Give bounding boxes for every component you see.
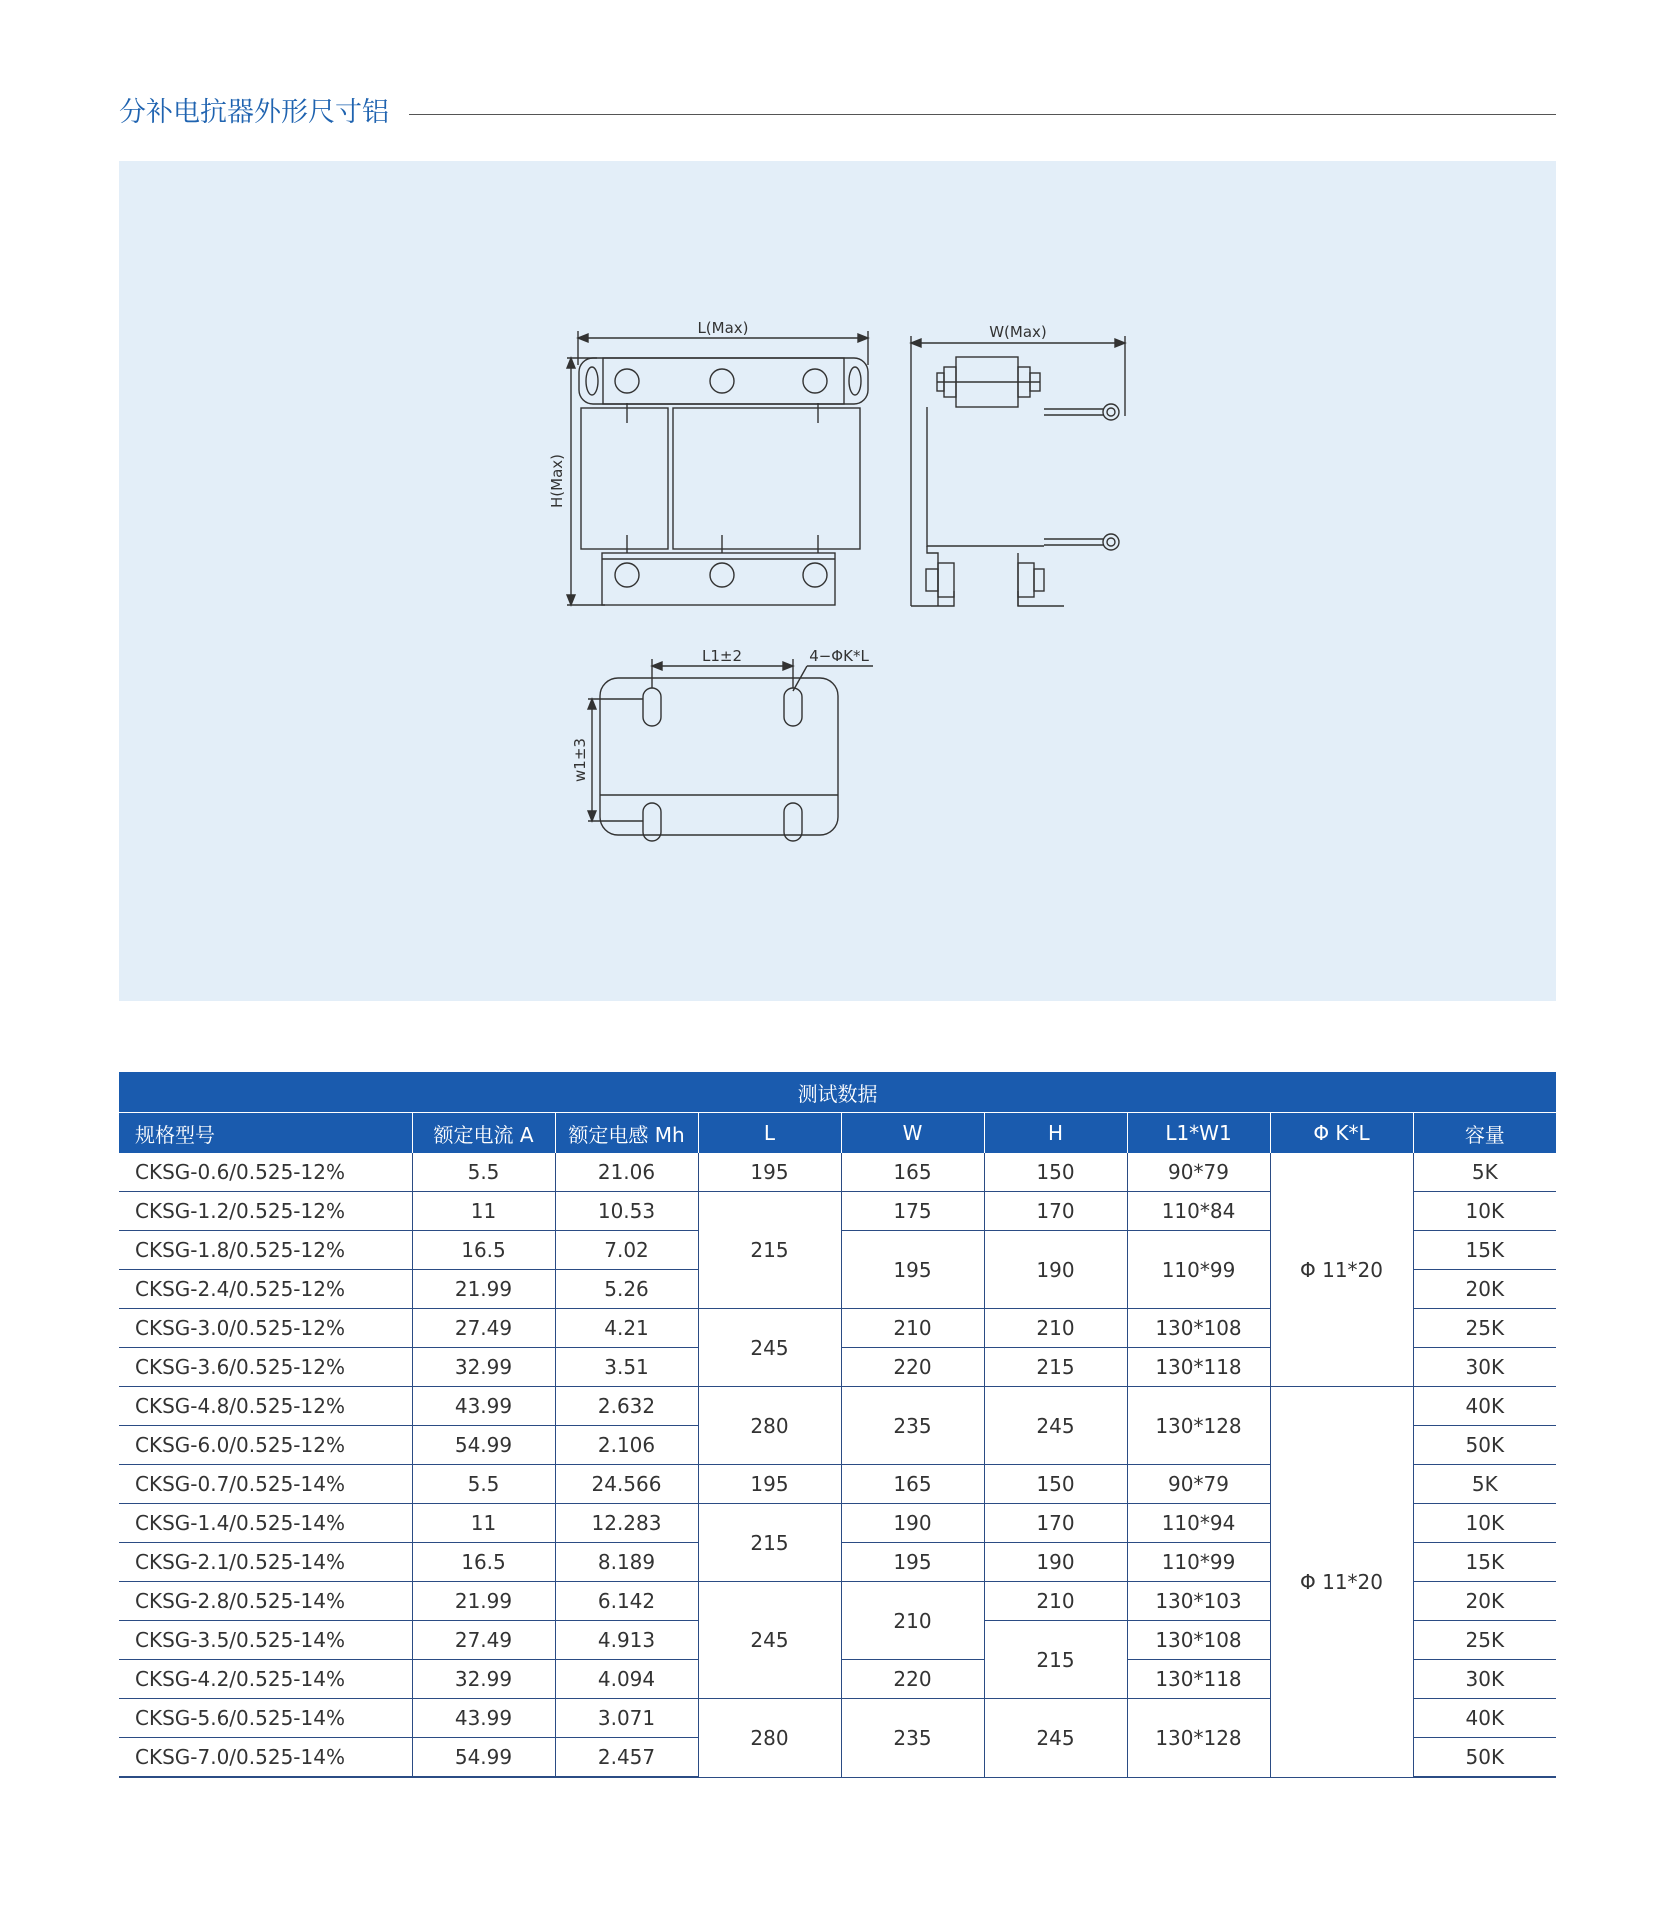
- cell-current: 16.5: [412, 1543, 555, 1582]
- cell-l1w1: 130*108: [1127, 1309, 1270, 1348]
- cell-w: 220: [841, 1660, 984, 1699]
- cell-capacity: 30K: [1413, 1660, 1556, 1699]
- cell-capacity: 10K: [1413, 1504, 1556, 1543]
- cell-h: 150: [984, 1153, 1127, 1192]
- cell-l1w1: 130*128: [1127, 1387, 1270, 1465]
- cell-model: CKSG-2.1/0.525-14%: [119, 1543, 412, 1582]
- cell-model: CKSG-7.0/0.525-14%: [119, 1738, 412, 1778]
- cell-model: CKSG-6.0/0.525-12%: [119, 1426, 412, 1465]
- cell-h: 170: [984, 1504, 1127, 1543]
- table-row: [119, 1153, 1556, 1192]
- cell-model: CKSG-1.4/0.525-14%: [119, 1504, 412, 1543]
- cell-l: 215: [698, 1504, 841, 1582]
- cell-inductance: 3.51: [555, 1348, 698, 1387]
- cell-h: 215: [984, 1621, 1127, 1699]
- cell-hole: Φ 11*20: [1270, 1387, 1413, 1778]
- cell-capacity: 5K: [1413, 1153, 1556, 1192]
- w1-label: w1±3: [571, 738, 589, 782]
- cell-inductance: 6.142: [555, 1582, 698, 1621]
- col-header-l1w1: L1*W1: [1127, 1113, 1270, 1154]
- cell-l1w1: 110*94: [1127, 1504, 1270, 1543]
- cell-l1w1: 90*79: [1127, 1465, 1270, 1504]
- cell-l1w1: 90*79: [1127, 1153, 1270, 1192]
- cell-capacity: 40K: [1413, 1699, 1556, 1738]
- cell-current: 11: [412, 1192, 555, 1231]
- w-max-label: W(Max): [989, 323, 1047, 341]
- cell-inductance: 4.094: [555, 1660, 698, 1699]
- col-header-l: L: [698, 1113, 841, 1154]
- cell-capacity: 20K: [1413, 1270, 1556, 1309]
- cell-l1w1: 130*118: [1127, 1348, 1270, 1387]
- cell-current: 43.99: [412, 1387, 555, 1426]
- table-caption-row: [119, 1072, 1556, 1113]
- cell-w: 235: [841, 1699, 984, 1778]
- cell-l: 245: [698, 1309, 841, 1387]
- table-header-row: [119, 1113, 1556, 1154]
- cell-capacity: 50K: [1413, 1426, 1556, 1465]
- cell-capacity: 10K: [1413, 1192, 1556, 1231]
- col-header-inductance: 额定电感 Mh: [555, 1113, 698, 1154]
- cell-capacity: 25K: [1413, 1309, 1556, 1348]
- cell-current: 54.99: [412, 1426, 555, 1465]
- cell-capacity: 30K: [1413, 1348, 1556, 1387]
- cell-w: 165: [841, 1465, 984, 1504]
- dimension-drawing: [119, 161, 1556, 1001]
- section-header: [119, 92, 1556, 134]
- cell-l: 245: [698, 1582, 841, 1699]
- cell-model: CKSG-1.2/0.525-12%: [119, 1192, 412, 1231]
- cell-current: 5.5: [412, 1153, 555, 1192]
- cell-inductance: 5.26: [555, 1270, 698, 1309]
- cell-capacity: 20K: [1413, 1582, 1556, 1621]
- cell-h: 210: [984, 1582, 1127, 1621]
- cell-w: 195: [841, 1231, 984, 1309]
- cell-capacity: 15K: [1413, 1231, 1556, 1270]
- cell-model: CKSG-5.6/0.525-14%: [119, 1699, 412, 1738]
- cell-current: 32.99: [412, 1348, 555, 1387]
- cell-capacity: 40K: [1413, 1387, 1556, 1426]
- cell-model: CKSG-1.8/0.525-12%: [119, 1231, 412, 1270]
- cell-current: 43.99: [412, 1699, 555, 1738]
- cell-w: 190: [841, 1504, 984, 1543]
- cell-h: 210: [984, 1309, 1127, 1348]
- cell-l1w1: 130*128: [1127, 1699, 1270, 1778]
- cell-w: 210: [841, 1309, 984, 1348]
- cell-l1w1: 110*84: [1127, 1192, 1270, 1231]
- cell-w: 165: [841, 1153, 984, 1192]
- cell-capacity: 5K: [1413, 1465, 1556, 1504]
- cell-inductance: 2.632: [555, 1387, 698, 1426]
- cell-h: 190: [984, 1231, 1127, 1309]
- cell-l1w1: 130*103: [1127, 1582, 1270, 1621]
- cell-l: 195: [698, 1153, 841, 1192]
- cell-inductance: 10.53: [555, 1192, 698, 1231]
- col-header-hole: Φ K*L: [1270, 1113, 1413, 1154]
- col-header-current: 额定电流 A: [412, 1113, 555, 1154]
- cell-model: CKSG-2.8/0.525-14%: [119, 1582, 412, 1621]
- cell-h: 170: [984, 1192, 1127, 1231]
- cell-l: 280: [698, 1387, 841, 1465]
- cell-current: 27.49: [412, 1621, 555, 1660]
- cell-inductance: 8.189: [555, 1543, 698, 1582]
- cell-h: 245: [984, 1699, 1127, 1778]
- cell-current: 54.99: [412, 1738, 555, 1778]
- spec-table-container: [119, 1072, 1556, 1778]
- cell-capacity: 25K: [1413, 1621, 1556, 1660]
- cell-model: CKSG-4.8/0.525-12%: [119, 1387, 412, 1426]
- cell-l1w1: 130*108: [1127, 1621, 1270, 1660]
- cell-w: 235: [841, 1387, 984, 1465]
- cell-inductance: 2.106: [555, 1426, 698, 1465]
- cell-current: 21.99: [412, 1270, 555, 1309]
- cell-l1w1: 110*99: [1127, 1231, 1270, 1309]
- spec-table: [119, 1072, 1556, 1778]
- cell-inductance: 24.566: [555, 1465, 698, 1504]
- cell-h: 190: [984, 1543, 1127, 1582]
- cell-model: CKSG-0.6/0.525-12%: [119, 1153, 412, 1192]
- cell-inductance: 21.06: [555, 1153, 698, 1192]
- cell-inductance: 12.283: [555, 1504, 698, 1543]
- cell-l1w1: 110*99: [1127, 1543, 1270, 1582]
- section-title: 分补电抗器外形尺寸铝: [119, 97, 389, 128]
- cell-current: 27.49: [412, 1309, 555, 1348]
- cell-model: CKSG-4.2/0.525-14%: [119, 1660, 412, 1699]
- cell-w: 220: [841, 1348, 984, 1387]
- cell-inductance: 4.21: [555, 1309, 698, 1348]
- cell-inductance: 2.457: [555, 1738, 698, 1778]
- cell-model: CKSG-3.6/0.525-12%: [119, 1348, 412, 1387]
- cell-w: 175: [841, 1192, 984, 1231]
- cell-l: 215: [698, 1192, 841, 1309]
- col-header-model: 规格型号: [119, 1113, 412, 1154]
- cell-l: 195: [698, 1465, 841, 1504]
- cell-h: 245: [984, 1387, 1127, 1465]
- l1-label: L1±2: [701, 647, 743, 665]
- cell-model: CKSG-3.5/0.525-14%: [119, 1621, 412, 1660]
- cell-w: 195: [841, 1543, 984, 1582]
- col-header-capacity: 容量: [1413, 1113, 1556, 1154]
- cell-l1w1: 130*118: [1127, 1660, 1270, 1699]
- cell-capacity: 50K: [1413, 1738, 1556, 1778]
- cell-inductance: 7.02: [555, 1231, 698, 1270]
- cell-current: 32.99: [412, 1660, 555, 1699]
- cell-model: CKSG-3.0/0.525-12%: [119, 1309, 412, 1348]
- title-rule: [409, 114, 1556, 115]
- col-header-w: W: [841, 1113, 984, 1154]
- col-header-h: H: [984, 1113, 1127, 1154]
- l-max-label: L(Max): [697, 319, 749, 337]
- cell-capacity: 15K: [1413, 1543, 1556, 1582]
- cell-inductance: 3.071: [555, 1699, 698, 1738]
- cell-h: 215: [984, 1348, 1127, 1387]
- cell-current: 16.5: [412, 1231, 555, 1270]
- h-max-label: H(Max): [548, 454, 566, 508]
- cell-inductance: 4.913: [555, 1621, 698, 1660]
- cell-current: 5.5: [412, 1465, 555, 1504]
- cell-model: CKSG-2.4/0.525-12%: [119, 1270, 412, 1309]
- table-row: [119, 1387, 1556, 1426]
- cell-l: 280: [698, 1699, 841, 1778]
- cell-w: 210: [841, 1582, 984, 1660]
- cell-h: 150: [984, 1465, 1127, 1504]
- dimension-drawing-panel: [119, 161, 1556, 1001]
- table-caption: 测试数据: [119, 1072, 1556, 1113]
- hole-label: 4−ΦK*L: [809, 647, 869, 665]
- cell-current: 11: [412, 1504, 555, 1543]
- cell-current: 21.99: [412, 1582, 555, 1621]
- cell-hole: Φ 11*20: [1270, 1153, 1413, 1387]
- cell-model: CKSG-0.7/0.525-14%: [119, 1465, 412, 1504]
